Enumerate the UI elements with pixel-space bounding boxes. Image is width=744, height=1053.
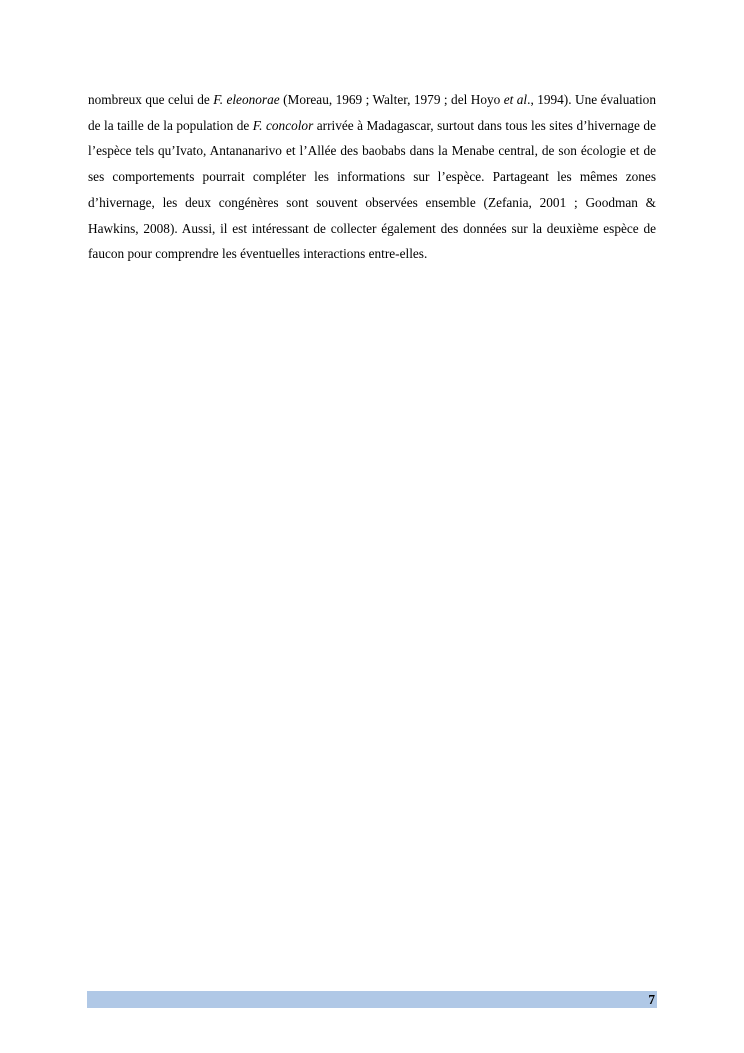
species-name-eleonorae: F. eleonorae	[213, 92, 280, 107]
text-run: nombreux que celui de	[88, 92, 214, 107]
body-paragraph	[88, 87, 656, 267]
text-run: (Moreau, 1969 ; Walter, 1979 ; del Hoyo	[279, 92, 504, 107]
text-run: ., 1994). Une évaluation de la taille de la population de	[88, 92, 656, 133]
page-number: 7	[648, 992, 655, 1007]
text-run: arrivée à Madagascar, surtout dans tous les sites d’hivernage de l’espèce tels qu’Ivato, Antananarivo et l’Allée des baobabs dans la Menabe central, de son écologie et de ses comportements pourrait compléter les informations sur l’espèce. Partageant les mêmes zones d’hivernage, les deux congénères sont souvent observées ensemble (Zefania, 2001 ; Goodman & Hawkins, 2008). Aussi, il est intéressant de collecter également des données sur la deuxième espèce de faucon pour comprendre les éventuelles interactions entre-elles.	[88, 117, 656, 262]
et-al-citation: et al	[503, 92, 528, 107]
species-name-concolor: F. concolor	[252, 117, 314, 133]
footer-bar	[87, 991, 657, 1008]
